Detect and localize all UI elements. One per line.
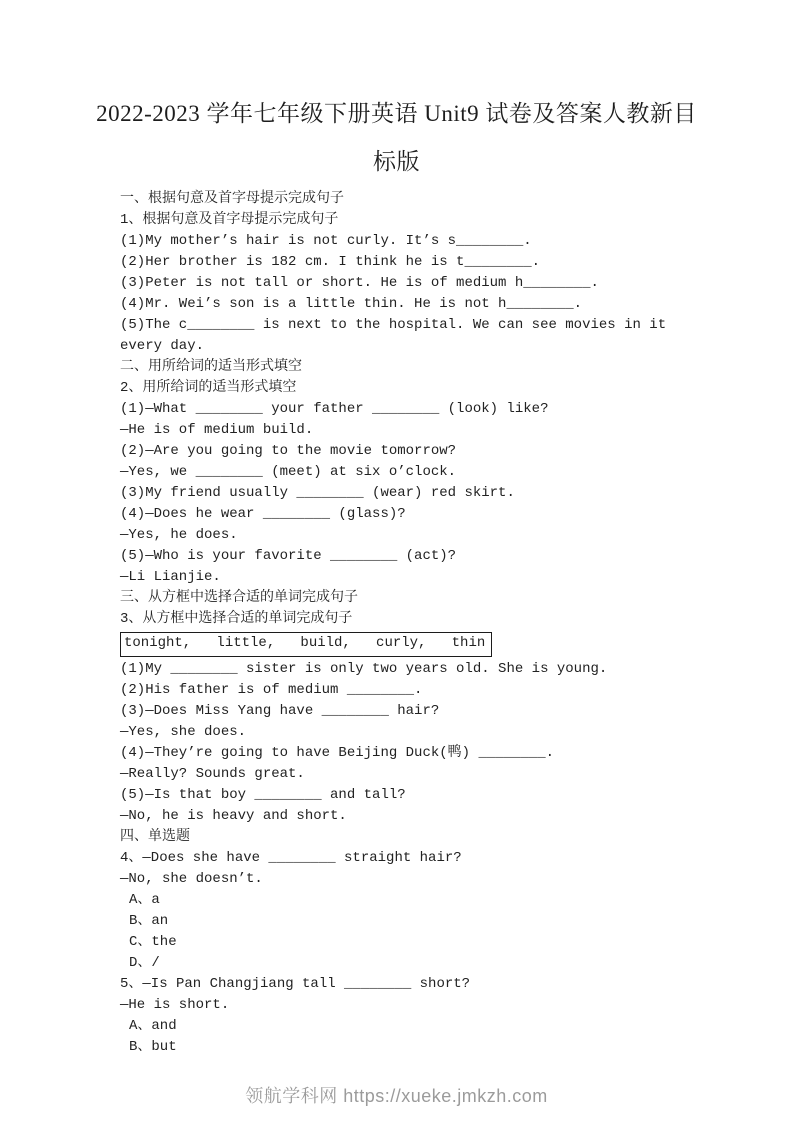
document-title-line2: 标版: [373, 149, 420, 174]
word-bank-box: tonight, little, build, curly, thin: [120, 632, 492, 657]
question-line: (3)My friend usually ________ (wear) red skirt.: [120, 485, 515, 501]
document-body: [0, 186, 793, 1058]
question-line: (2)—Are you going to the movie tomorrow?: [120, 443, 457, 459]
section4-heading: 四、单选题: [120, 829, 190, 845]
section3-subheading: 3、从方框中选择合适的单词完成句子: [120, 611, 353, 627]
dialog-line: —Yes, she does.: [120, 724, 247, 740]
dialog-line: —Li Lianjie.: [120, 569, 221, 585]
question-line: (1)My mother’s hair is not curly. It’s s________.: [120, 233, 532, 249]
dialog-line: —No, he is heavy and short.: [120, 808, 347, 824]
dialog-line: —He is short.: [120, 997, 230, 1013]
question-line: (2)His father is of medium ________.: [120, 682, 423, 698]
option-d: D、/: [129, 955, 160, 971]
dialog-line: —Really? Sounds great.: [120, 766, 305, 782]
option-b: B、but: [129, 1039, 177, 1055]
option-c: C、the: [129, 934, 177, 950]
document-title-line1: 2022-2023 学年七年级下册英语 Unit9 试卷及答案人教新目: [96, 101, 697, 126]
option-a: A、a: [129, 892, 160, 908]
question-line: (4)—Does he wear ________ (glass)?: [120, 506, 406, 522]
question-line: (2)Her brother is 182 cm. I think he is t________.: [120, 254, 541, 270]
dialog-line: —Yes, we ________ (meet) at six o’clock.: [120, 464, 457, 480]
question-line: (4)—They’re going to have Beijing Duck(鸭) ________.: [120, 745, 555, 761]
question-line: (5)—Is that boy ________ and tall?: [120, 787, 406, 803]
dialog-line: —He is of medium build.: [120, 422, 314, 438]
question-line: (1)My ________ sister is only two years old. She is young.: [120, 661, 608, 677]
option-b: B、an: [129, 913, 169, 929]
question-line: (1)—What ________ your father ________ (look) like?: [120, 401, 549, 417]
question-stem: 4、—Does she have ________ straight hair?: [120, 850, 462, 866]
section1-subheading: 1、根据句意及首字母提示完成句子: [120, 212, 339, 228]
question-line: (3)—Does Miss Yang have ________ hair?: [120, 703, 440, 719]
question-line: (3)Peter is not tall or short. He is of medium h________.: [120, 275, 599, 291]
question-line: (4)Mr. Wei’s son is a little thin. He is not h________.: [120, 296, 583, 312]
document-title: [0, 0, 793, 186]
word-bank-row: [120, 632, 693, 657]
section1-heading: 一、根据句意及首字母提示完成句子: [120, 191, 344, 207]
dialog-line: —No, she doesn’t.: [120, 871, 263, 887]
site-watermark: 领航学科网 https://xueke.jmkzh.com: [245, 1086, 548, 1106]
section3-heading: 三、从方框中选择合适的单词完成句子: [120, 590, 358, 606]
dialog-line: —Yes, he does.: [120, 527, 238, 543]
section2-heading: 二、用所给词的适当形式填空: [120, 359, 302, 375]
section2-subheading: 2、用所给词的适当形式填空: [120, 380, 297, 396]
option-a: A、and: [129, 1018, 177, 1034]
question-line: (5)The c________ is next to the hospital. We can see movies in it every day.: [120, 317, 675, 354]
question-line: (5)—Who is your favorite ________ (act)?: [120, 548, 457, 564]
question-stem: 5、—Is Pan Changjiang tall ________ short?: [120, 976, 471, 992]
